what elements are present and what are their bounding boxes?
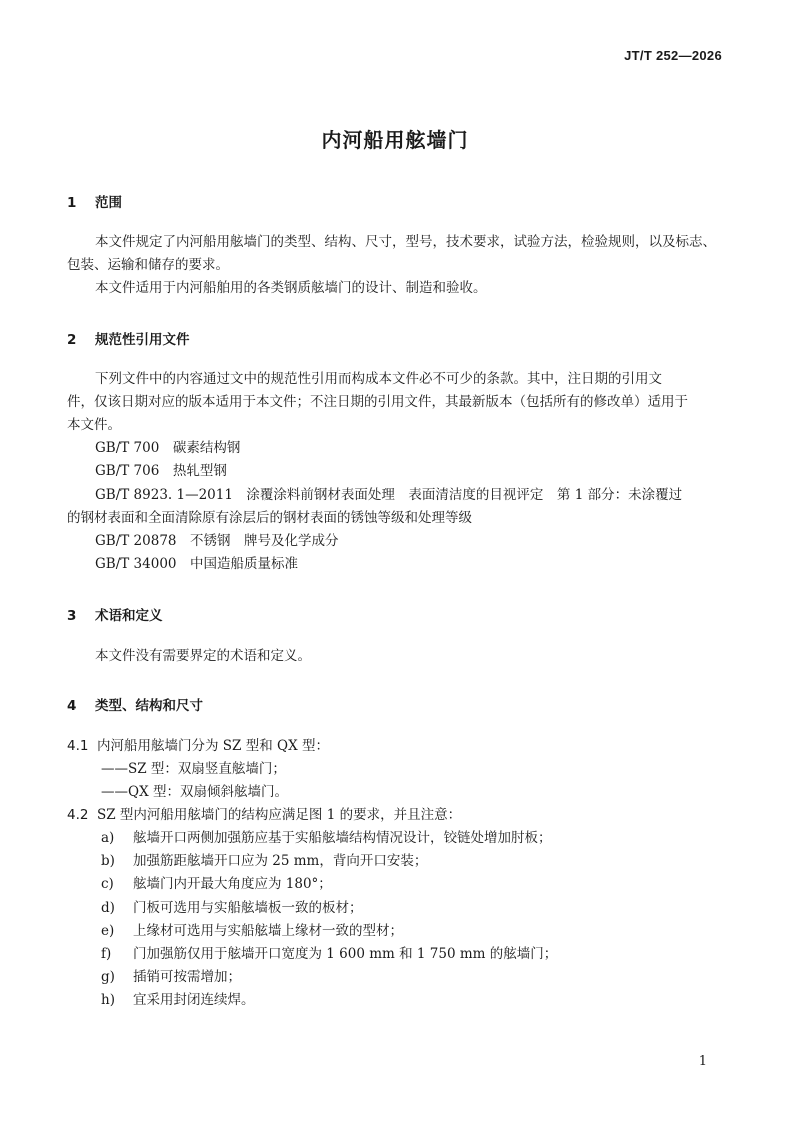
list-text: 舷墙门内开最大角度应为 180°； xyxy=(133,876,332,892)
section-heading-4 xyxy=(67,694,203,714)
list-item xyxy=(101,966,241,988)
paragraph-line: 件，仅该日期对应的版本适用于本文件；不注日期的引用文件，其最新版本（包括所有的修改单）适用于 xyxy=(67,394,688,410)
list-text: 门加强筋仅用于舷墙开口宽度为 1 600 mm 和 1 750 mm 的舷墙门； xyxy=(133,946,558,962)
list-item: ——SZ 型：双扇竖直舷墙门； xyxy=(101,761,286,777)
list-item xyxy=(101,850,427,872)
list-item xyxy=(101,873,332,895)
clause-4-2 xyxy=(67,804,461,826)
normative-reference: GB/T 700 碳素结构钢 xyxy=(95,440,241,456)
section-number: 1 xyxy=(67,195,77,211)
document-title: 内河船用舷墙门 xyxy=(321,128,469,152)
list-item xyxy=(101,897,363,919)
normative-reference: 的钢材表面和全面清除原有涂层后的钢材表面的锈蚀等级和处理等级 xyxy=(67,510,472,526)
paragraph-line: 下列文件中的内容通过文中的规范性引用而构成本文件必不可少的条款。其中，注日期的引用文 xyxy=(95,371,662,387)
list-text: 上缘材可选用与实船舷墙上缘材一致的型材； xyxy=(133,923,403,939)
section-title: 类型、结构和尺寸 xyxy=(95,698,203,714)
list-text: 插销可按需增加； xyxy=(133,969,241,985)
clause-number: 4.2 xyxy=(67,807,89,823)
normative-reference: GB/T 706 热轧型钢 xyxy=(95,463,227,479)
list-text: 门板可选用与实船舷墙板一致的板材； xyxy=(133,900,363,916)
section-number: 2 xyxy=(67,332,77,348)
paragraph-line: 包装、运输和储存的要求。 xyxy=(67,257,229,273)
normative-reference: GB/T 20878 不锈钢 牌号及化学成分 xyxy=(95,533,339,549)
list-label: h) xyxy=(101,992,115,1008)
section-number: 4 xyxy=(67,698,77,714)
list-label: e) xyxy=(101,923,115,939)
list-label: f) xyxy=(101,946,112,962)
paragraph-line: 本文件规定了内河船用舷墙门的类型、结构、尺寸，型号，技术要求，试验方法，检验规则，以及标志、 xyxy=(95,234,716,250)
list-label: g) xyxy=(101,969,115,985)
list-label: c) xyxy=(101,876,114,892)
list-item xyxy=(101,989,255,1011)
list-text: 舷墙开口两侧加强筋应基于实船舷墙结构情况设计，铰链处增加肘板； xyxy=(133,830,552,846)
section-heading-1 xyxy=(67,191,122,211)
list-item: ——QX 型：双扇倾斜舷墙门。 xyxy=(101,784,288,800)
clause-4-1 xyxy=(67,735,329,757)
list-label: d) xyxy=(101,900,115,916)
list-label: a) xyxy=(101,830,115,846)
list-text: 加强筋距舷墙开口应为 25 mm，背向开口安装； xyxy=(133,853,428,869)
paragraph-line: 本文件适用于内河船舶用的各类钢质舷墙门的设计、制造和验收。 xyxy=(95,280,487,296)
clause-text: SZ 型内河船用舷墙门的结构应满足图 1 的要求，并且注意： xyxy=(97,807,462,823)
list-item xyxy=(101,920,403,942)
section-title: 规范性引用文件 xyxy=(95,332,190,348)
section-number: 3 xyxy=(67,608,77,624)
list-item xyxy=(101,943,557,965)
paragraph-line: 本文件没有需要界定的术语和定义。 xyxy=(95,648,311,664)
section-title: 范围 xyxy=(95,195,122,211)
standard-code: JT/T 252—2026 xyxy=(624,48,722,63)
paragraph-line: 本文件。 xyxy=(67,417,121,433)
list-label: b) xyxy=(101,853,115,869)
list-text: 宜采用封闭连续焊。 xyxy=(133,992,255,1008)
clause-text: 内河船用舷墙门分为 SZ 型和 QX 型： xyxy=(97,738,329,754)
clause-number: 4.1 xyxy=(67,738,89,754)
list-item xyxy=(101,827,552,849)
normative-reference: GB/T 8923. 1—2011 涂覆涂料前钢材表面处理 表面清洁度的目视评定 第 1 部分：未涂覆过 xyxy=(95,487,683,503)
page-number: 1 xyxy=(698,1054,707,1069)
section-heading-2 xyxy=(67,328,190,348)
section-heading-3 xyxy=(67,604,163,624)
normative-reference: GB/T 34000 中国造船质量标准 xyxy=(95,556,298,572)
section-title: 术语和定义 xyxy=(95,608,163,624)
